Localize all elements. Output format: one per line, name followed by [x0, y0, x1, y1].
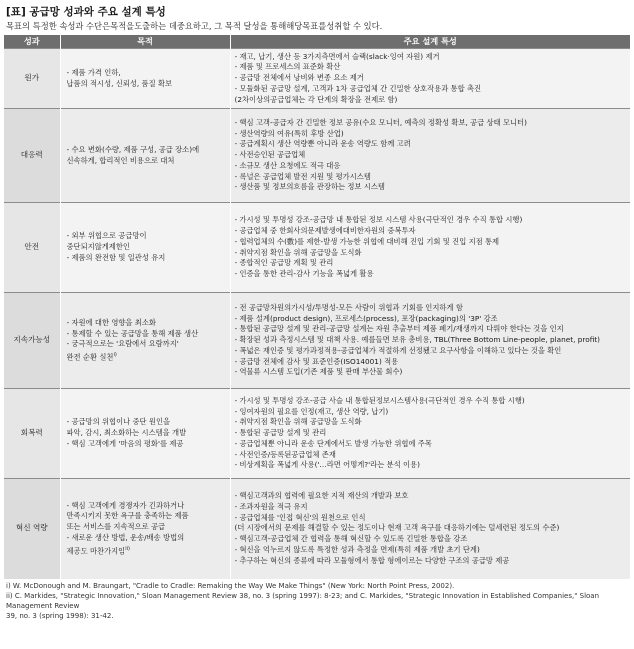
objective-item	[67, 428, 226, 439]
objective-item	[67, 253, 226, 264]
feature-item: - 조과자원을 적극 유지	[234, 501, 308, 511]
row-features	[230, 479, 630, 579]
table-row	[4, 203, 630, 293]
table-title: [표] 공급망 성과와 주요 설계 특성	[6, 6, 166, 18]
feature-item: - 공급망 전체에서 낭비와 변종 요소 제거	[234, 73, 364, 83]
row-objectives	[60, 109, 230, 203]
objective-item	[67, 79, 226, 90]
footnote: i) W. McDonough and M. Braungart, "Cradle to Cradle: Remaking the Way We Make Things" (New York: North Point Press, 2002).	[6, 581, 455, 590]
feature-item: - 취약지점 확인을 위해 공급망을 도식화	[234, 247, 362, 257]
feature-item: - 핵심 고객-공급자 간 긴밀한 정보 공유(수요 모니터, 예측의 정확성 확보, 공급 상태 모니터)	[234, 118, 527, 128]
objective-item	[67, 318, 226, 329]
feature-item: - 공급계획시 생산 역량뿐 아니라 운송 역량도 함께 고려	[234, 139, 411, 149]
feature-item: - 취약지점 확인을 위해 공급망을 도식화	[234, 417, 362, 427]
objective-item	[67, 156, 226, 167]
objective-text: 또는 서비스를 지속적으로 공급	[66, 522, 166, 532]
row-features	[230, 203, 630, 293]
objective-item	[67, 242, 226, 253]
row-objectives	[60, 49, 230, 109]
objective-item	[67, 145, 226, 156]
objective-text: - 핵심 고객에게 경쟁자가 긴과하거나	[66, 500, 185, 510]
feature-item: - 공급망 전체에 감사 및 표준인증(ISO14001) 적용	[234, 356, 399, 366]
feature-item: - 가시성 및 투명성 강조-공급 사슬 내 통합된정보시스템사용(극단적인 경우 수직 통합 시행)	[234, 396, 525, 406]
feature-item: - 통합된 공급망 설계 및 관리	[234, 428, 327, 438]
table-row	[4, 389, 630, 479]
header-objective: 목적	[60, 35, 230, 49]
feature-item: - 공급업체 중 한회사의문제발생에대비한자원의 중복투자	[234, 226, 416, 236]
feature-item: - 협력업체의 수(數)를 제한-발생 가능한 위협에 대비해 진입 기회 및 진입 지점 통제	[234, 236, 500, 246]
feature-item: - 종합적인 공급망 계획 및 관리	[234, 258, 334, 268]
objective-item	[67, 231, 226, 242]
objective-text: - 궁극적으로는 '요람에서 요람까지'	[66, 339, 179, 349]
footnote-marker: ii)	[125, 545, 130, 552]
footnotes	[6, 581, 630, 621]
feature-item: - 제품 및 프로세스의 표준화 확산	[234, 62, 341, 72]
objective-text: 파악, 감시, 최소화하는 시스템을 개발	[66, 428, 187, 438]
table-body	[4, 49, 630, 579]
feature-item: - 폭넓은 재인증 및 평가과정적용-공급업체가 적절하게 선정됐고 요구사항을 이해하고 있다는 것을 확인	[234, 345, 562, 355]
row-objectives	[60, 389, 230, 479]
feature-item: - 공급업체를 '인접 혁신'의 원천으로 인식	[234, 512, 366, 522]
feature-item: - 잉여자원의 필요를 인정(재고, 생산 역량, 납기)	[234, 406, 389, 416]
header-category: 성과	[4, 35, 60, 49]
feature-item: - 역물류 시스템 도입(기존 제품 및 판매 부산물 회수)	[234, 367, 403, 377]
objective-text: - 외부 위협으로 공급망이	[66, 231, 147, 241]
feature-item: - 제품 설계(product design), 프로세스(process), 포장(packaging)의 '3P' 강조	[234, 313, 498, 323]
feature-item: - 록널은 공급업체 발전 지원 및 평가시스템	[234, 171, 371, 181]
objective-text: - 자원에 대한 영향을 최소화	[66, 317, 156, 327]
row-category: 회복력	[4, 389, 60, 479]
row-features	[230, 109, 630, 203]
feature-item: - 핵심고객-공급업체 간 협력을 통해 혁신할 수 있도록 긴밀한 통합을 강조	[234, 534, 468, 544]
objective-item	[67, 533, 226, 544]
table-row	[4, 49, 630, 109]
objective-item	[67, 417, 226, 428]
feature-item: - 비상계획을 폭넓게 사용('…라면 어떻게?'라는 분석 이용)	[234, 460, 420, 470]
row-features	[230, 389, 630, 479]
objective-item	[67, 522, 226, 533]
feature-item: - 가시성 및 투명성 강조-공급망 내 통합된 정보 시스템 사용(극단적인 경우 수직 통합 시행)	[234, 215, 523, 225]
objective-item	[67, 439, 226, 450]
feature-item: - 통합된 공급망 설계 및 관리-공급망 설계는 자원 추출부터 제품 폐기/재생까지 다뤄야 한다는 것을 인지	[234, 324, 564, 334]
feature-item: - 핵심고객과의 협력에 필요한 지적 재산의 개발과 보호	[234, 491, 409, 501]
objective-text: - 통제할 수 있는 공급망을 통해 제품 생산	[66, 328, 199, 338]
footnote: 39, no. 3 (spring 1998): 31-42.	[6, 611, 114, 620]
table-row	[4, 479, 630, 579]
feature-item: - 혁신을 억누르지 않도록 특정한 성과 측정을 면제(특히 제품 개발 초기 단계)	[234, 544, 480, 554]
objective-item	[67, 501, 226, 512]
objective-text: - 핵심 고객에게 '마음의 평화'를 제공	[66, 438, 184, 448]
objective-text: - 새로운 생산 방법, 운송/배송 방법의	[66, 532, 185, 542]
objective-text: - 수요 변화(수량, 제품 구성, 공급 장소)에	[66, 144, 200, 154]
supply-chain-table	[4, 35, 630, 579]
row-category: 지속가능성	[4, 293, 60, 389]
objective-item	[67, 511, 226, 522]
objective-text: - 제품 가격 인하,	[66, 67, 121, 77]
table-row	[4, 109, 630, 203]
objective-text: 만족시키지 못한 욕구를 충족하는 제품	[66, 511, 189, 521]
feature-item: - 확장된 성과 측정시스템 및 대책 사용. 예를들면 보유 총비용, TBL(Three Bottom Line-people, planet, profit)	[234, 335, 601, 345]
objective-item	[67, 350, 226, 363]
table-subtitle: 목표의 특정한 속성과 수단은목적을도출하는 데중요하고, 그 목적 달성을 통해해당목표를성취할 수 있다.	[6, 21, 383, 31]
row-features	[230, 293, 630, 389]
objective-text: 완전 순환 실천	[66, 352, 114, 362]
row-category: 안전	[4, 203, 60, 293]
feature-item: - 생산역량의 여유(특히 후방 산업)	[234, 128, 344, 138]
objective-item	[67, 329, 226, 340]
objective-text: - 제품의 완전함 및 일관성 유지	[66, 252, 166, 262]
row-category: 대응력	[4, 109, 60, 203]
row-category: 혁신 역량	[4, 479, 60, 579]
objective-item	[67, 339, 226, 350]
feature-item: - 소규모 생산 요청에도 적극 대응	[234, 160, 341, 170]
feature-item: - 생산품 및 정보의흐름을 관장하는 정보 시스템	[234, 182, 385, 192]
feature-item: - 전 공급망차원의가시성/투명성-모든 사람이 위협과 기회를 인지하게 함	[234, 303, 463, 313]
header-row	[4, 35, 630, 49]
feature-item: (더 시장에서의 문제를 해결할 수 있는 정도이나 현재 고객 욕구를 대응하기에는 덜세련된 정도의 수준)	[234, 523, 560, 533]
objective-text: 제공도 마찬가지임	[66, 546, 126, 556]
objective-item	[67, 544, 226, 557]
objective-text: 납품의 적시성, 신뢰성, 품질 확보	[66, 78, 173, 88]
feature-item: - 모듈화된 공급망 설계, 고객과 1차 공급업체 간 긴밀한 상호작용과 통합 촉진	[234, 83, 482, 93]
row-features	[230, 49, 630, 109]
feature-item: - 인증을 통한 관리-감사 기능을 폭넓게 활용	[234, 268, 374, 278]
objective-text: 중단되지않게제한인	[66, 242, 130, 252]
feature-item: - 공급업체뿐 아니라 운송 단계에서도 발생 가능한 위협에 주목	[234, 438, 432, 448]
feature-item: - 재고, 납기, 생산 등 3가지측면에서 슬랙(slack·잉여 자원) 제거	[234, 51, 440, 61]
row-objectives	[60, 203, 230, 293]
footnote: ii) C. Markides, "Strategic Innovation," Sloan Management Review 38, no. 3 (spring 1997): 8-23; and C. Markides, "Strategic Innovation in Established Companies," Sloan Management Review	[6, 591, 600, 610]
objective-item	[67, 68, 226, 79]
feature-item: - 사전승인된 공급업체	[234, 150, 306, 160]
feature-item: - 추구하는 혁신의 종류에 따라 모듈형에서 통합 형에이르는 다양한 구조의 공급망 제공	[234, 555, 510, 565]
row-objectives	[60, 479, 230, 579]
table-row	[4, 293, 630, 389]
objective-text: - 공급망의 위협이나 중단 원인을	[66, 417, 171, 427]
header-features: 주요 설계 특성	[230, 35, 630, 49]
row-objectives	[60, 293, 230, 389]
objective-text: 신속하게, 합리적인 비용으로 대처	[66, 155, 175, 165]
footnote-marker: i)	[113, 351, 117, 358]
feature-item: (2차이상의공급업체는 각 단계의 확장을 전제로 함)	[234, 94, 398, 104]
row-category: 원가	[4, 49, 60, 109]
feature-item: - 사전인증/등록된공급업체 존재	[234, 449, 336, 459]
